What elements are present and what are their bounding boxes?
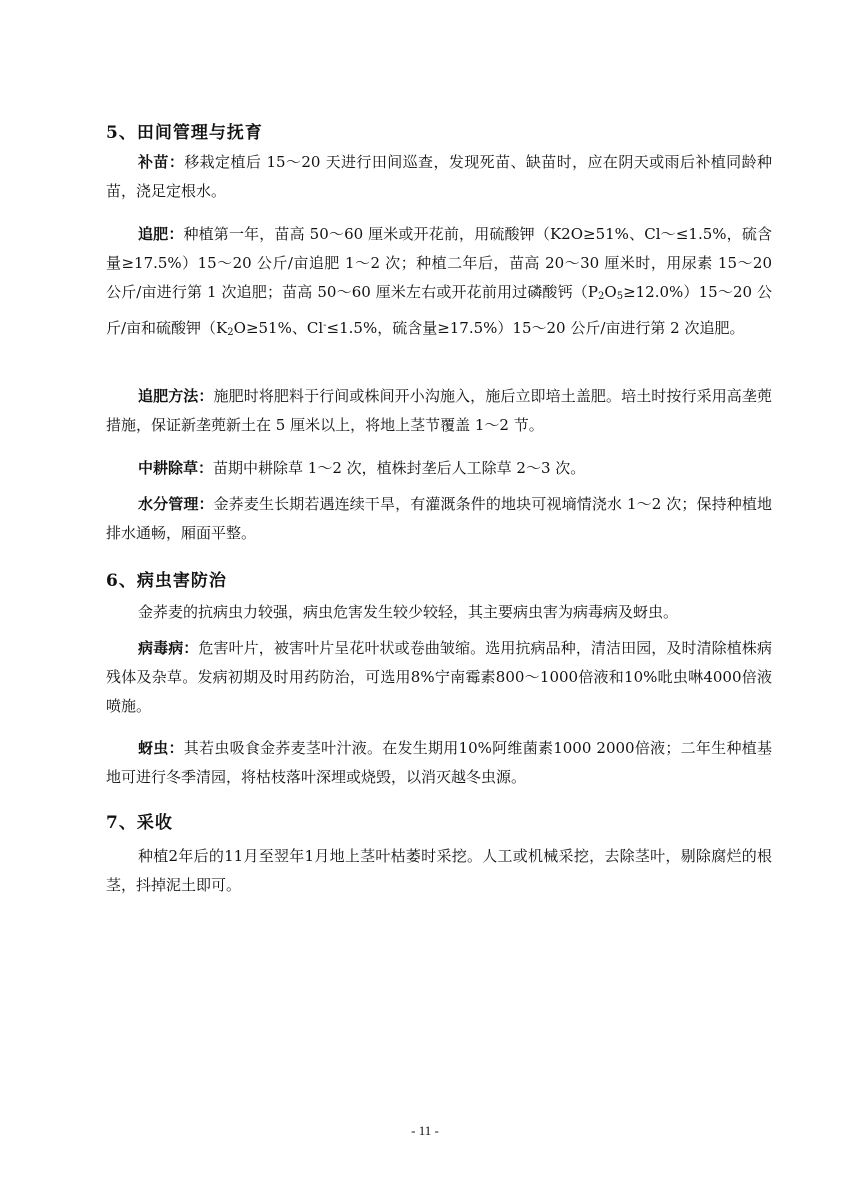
paragraph-label: 中耕除草： <box>138 459 214 477</box>
paragraph-text: ≤1.5%，硫含量≥17.5%）15～20 公斤/亩进行第 2 次追肥。 <box>326 319 745 337</box>
paragraph-text: 危害叶片，被害叶片呈花叶状或卷曲皱缩。选用抗病品种，清洁田园，及时清除植株病残体及杂草。发病初期及时用药防治，可选用8%宁南霉素800～1000倍液和10%吡虫啉4000倍液喷施。 <box>106 639 772 715</box>
paragraph-label: 追肥方法： <box>138 387 214 405</box>
paragraph-label: 追肥： <box>138 225 184 243</box>
paragraph-text: 施肥时将肥料于行间或株间开小沟施入，施后立即培土盖肥。培土时按行采用高垄蔸措施，保证新垄蔸新土在 5 厘米以上，将地上茎节覆盖 1～2 节。 <box>106 387 772 434</box>
subscript: 2 <box>227 327 234 338</box>
subscript: 2 <box>598 291 605 302</box>
paragraph-text: 苗期中耕除草 1～2 次，植株封垄后人工除草 2～3 次。 <box>213 459 586 477</box>
paragraph-text: 金荞麦的抗病虫力较强，病虫危害发生较少较轻，其主要病虫害为病毒病及蚜虫。 <box>138 603 679 621</box>
section-heading-6: 6、病虫害防治 <box>106 571 227 591</box>
paragraph-shuiFen <box>106 490 772 548</box>
paragraph-text: ≥12.0%）15～20 公斤/亩和硫酸钾（K <box>106 283 772 337</box>
section-heading-7: 7、采收 <box>106 813 173 833</box>
paragraph-bingDuBing <box>106 634 772 721</box>
section-heading-5: 5、田间管理与抚育 <box>106 123 263 143</box>
paragraph-intro-pests <box>106 598 772 627</box>
paragraph-text: O <box>604 283 617 301</box>
paragraph-label: 补苗： <box>138 153 185 171</box>
paragraph-text: 种植第一年，苗高 50～60 厘米或开花前，用硫酸钾（K2O≥51%、Cl～≤1.5%，硫含量≥17.5%）15～20 公斤/亩追肥 1～2 次；种植二年后，苗高 20～30 厘米时，用尿素 15～20 公斤/亩进行第 1 次追肥；苗高 50～60 厘米左右或开花前用过磷酸钙（P <box>106 225 772 301</box>
paragraph-label: 水分管理： <box>138 495 214 513</box>
paragraph-buMiao <box>106 148 772 206</box>
paragraph-zhongGeng <box>106 454 772 483</box>
superscript: - <box>323 320 327 331</box>
paragraph-zhuiFei <box>106 220 772 347</box>
paragraph-text: 移栽定植后 15～20 天进行田间巡查，发现死苗、缺苗时，应在阴天或雨后补植同龄种苗，浇足定根水。 <box>106 153 772 200</box>
paragraph-caiShou <box>106 842 772 900</box>
paragraph-zhuiFeiFangFa <box>106 382 772 440</box>
paragraph-label: 病毒病： <box>138 639 199 657</box>
paragraph-text: 种植2年后的11月至翌年1月地上茎叶枯萎时采挖。人工或机械采挖，去除茎叶，剔除腐烂的根茎，抖掉泥土即可。 <box>106 847 772 894</box>
paragraph-yaChong <box>106 734 772 792</box>
paragraph-text: 其若虫吸食金荞麦茎叶汁液。在发生期用10%阿维菌素1000 2000倍液；二年生种植基地可进行冬季清园，将枯枝落叶深埋或烧毁，以消灭越冬虫源。 <box>106 739 772 786</box>
page-number: - 11 - <box>411 1123 439 1138</box>
paragraph-text: 金荞麦生长期若遇连续干旱，有灌溉条件的地块可视墒情浇水 1～2 次；保持种植地排水通畅，厢面平整。 <box>106 495 772 542</box>
subscript: 5 <box>616 291 624 302</box>
paragraph-label: 蚜虫： <box>138 739 184 757</box>
paragraph-text: O≥51%、Cl <box>233 319 324 337</box>
